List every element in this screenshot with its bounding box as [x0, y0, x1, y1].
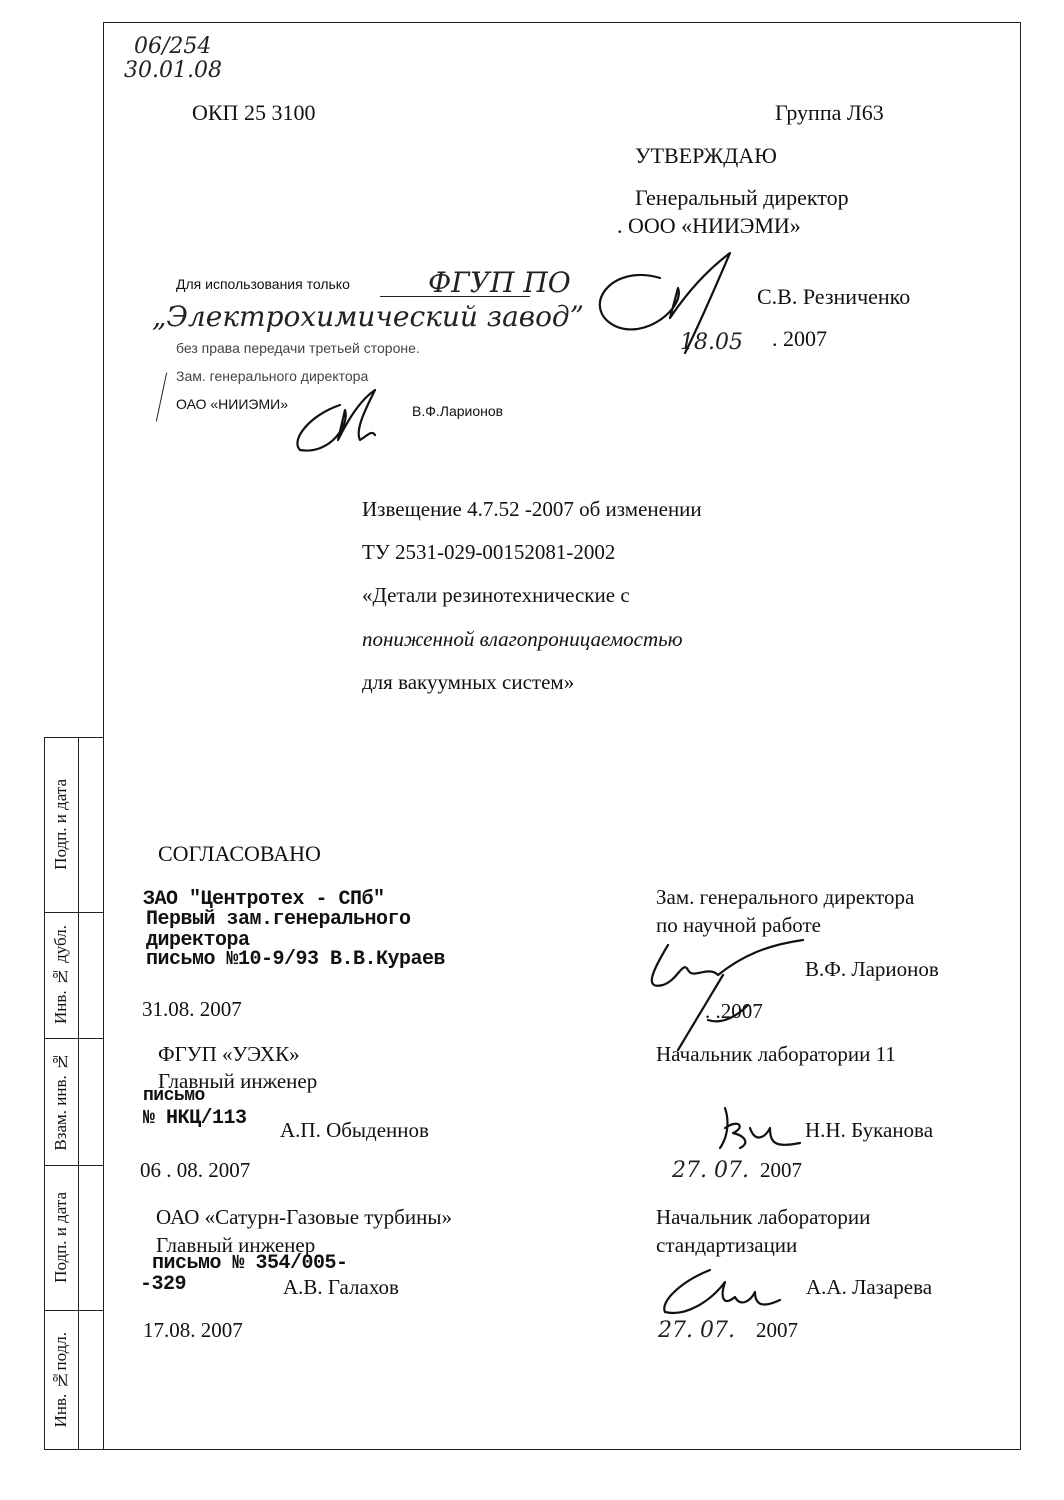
approval-title: УТВЕРЖДАЮ — [635, 143, 777, 168]
group-code: Группа Л63 — [775, 100, 884, 125]
notice-line4: пониженной влагопроницаемостью — [362, 627, 683, 651]
agreed-right-position-3: Начальник лаборатории — [656, 1205, 871, 1229]
agreed-name-3: А.В. Галахов — [283, 1275, 399, 1299]
agreed-right-position-1: Зам. генерального директора — [656, 885, 915, 909]
lazareva-signature — [655, 1262, 795, 1322]
agreed-right-date-3: 2007 — [756, 1318, 798, 1342]
handwritten-ref-date: 30.01.08 — [124, 58, 222, 83]
usage-stamp-line1: Для использования только — [176, 276, 350, 292]
agreed-right-position-1b: по научной работе — [656, 913, 821, 937]
approval-date-year: . 2007 — [772, 326, 827, 351]
usage-stamp-line3: Зам. генерального директора — [176, 368, 369, 384]
agreed-right-date-2: 2007 — [760, 1158, 802, 1182]
larionov-signature — [648, 915, 808, 1055]
side-label-replace-inv: Взам. инв. № — [51, 1052, 70, 1151]
agreed-right-date-3-handwritten: 27. 07. — [658, 1318, 735, 1343]
usage-stamp-handwritten-org: ФГУП ПО — [428, 266, 571, 299]
agreed-right-position-3b: стандартизации — [656, 1233, 798, 1257]
agreed-date-2: 06 . 08. 2007 — [140, 1158, 251, 1182]
agreed-letter-1: письмо №10-9/93 В.В.Кураев — [146, 948, 446, 971]
approval-date-handwritten: 18.05 — [680, 330, 743, 355]
agreed-right-name-1: В.Ф. Ларионов — [805, 957, 939, 981]
bukanova-signature — [715, 1098, 805, 1158]
approval-position: Генеральный директор — [635, 185, 849, 210]
agreed-right-position-2: Начальник лаборатории 11 — [656, 1042, 896, 1066]
agreed-title: СОГЛАСОВАНО — [158, 841, 321, 866]
agreed-position-1: Первый зам.генерального — [146, 908, 411, 931]
side-strip-divider — [78, 737, 79, 1450]
notice-line5: для вакуумных систем» — [362, 670, 575, 694]
side-label-sign-date-2: Подп. и дата — [51, 1192, 70, 1283]
agreed-right-name-3: А.А. Лазарева — [806, 1275, 933, 1299]
agreed-right-name-2: Н.Н. Буканова — [805, 1118, 934, 1142]
usage-stamp-line2: без права передачи третьей стороне. — [176, 340, 420, 356]
notice-line2: ТУ 2531-029-00152081-2002 — [362, 540, 616, 564]
agreed-letter-3: письмо № 354/005- — [152, 1252, 348, 1275]
side-label-sign-date: Подп. и дата — [51, 779, 70, 870]
agreed-letter-2: № НКЦ/113 — [143, 1107, 247, 1130]
side-label-orig-inv: Инв. №подл. — [51, 1332, 70, 1428]
agreed-name-2: А.П. Обыденнов — [280, 1118, 429, 1142]
agreed-right-date-2-handwritten: 27. 07. — [672, 1158, 749, 1183]
agreed-position-1b: директора — [146, 929, 250, 952]
agreed-position-2: Главный инженер — [158, 1069, 318, 1093]
agreed-position-3: Главный инженер — [156, 1233, 316, 1257]
agreed-letter-word-2: письмо — [143, 1086, 205, 1106]
notice-line1: Извещение 4.7.52 -2007 об изменении — [362, 497, 702, 521]
handwritten-ref-number: 06/254 — [134, 34, 212, 59]
agreed-org-2: ФГУП «УЭХК» — [158, 1042, 300, 1066]
notice-line3: «Детали резинотехнические с — [362, 583, 630, 607]
agreed-org-1: ЗАО "Центротех - СПб" — [143, 888, 385, 911]
agreed-date-3: 17.08. 2007 — [143, 1318, 243, 1342]
approval-organization: . ООО «НИИЭМИ» — [617, 213, 801, 238]
approval-name: С.В. Резниченко — [757, 284, 911, 309]
usage-stamp-signature — [290, 385, 390, 460]
okp-code: ОКП 25 3100 — [192, 100, 316, 125]
agreed-letter-3b: -329 — [140, 1273, 187, 1296]
usage-stamp-handwritten-plant: „Электрохимический завод” — [152, 300, 584, 333]
side-label-dup-inv: Инв. № дубл. — [51, 925, 70, 1025]
director-signature — [590, 248, 750, 363]
agreed-org-3: ОАО «Сатурн-Газовые турбины» — [156, 1205, 452, 1229]
agreed-date-1: 31.08. 2007 — [142, 997, 242, 1021]
usage-stamp-name: В.Ф.Ларионов — [412, 403, 504, 419]
agreed-right-date-1: . .2007 — [705, 999, 763, 1023]
usage-stamp-line4: ОАО «НИИЭМИ» — [176, 396, 288, 412]
